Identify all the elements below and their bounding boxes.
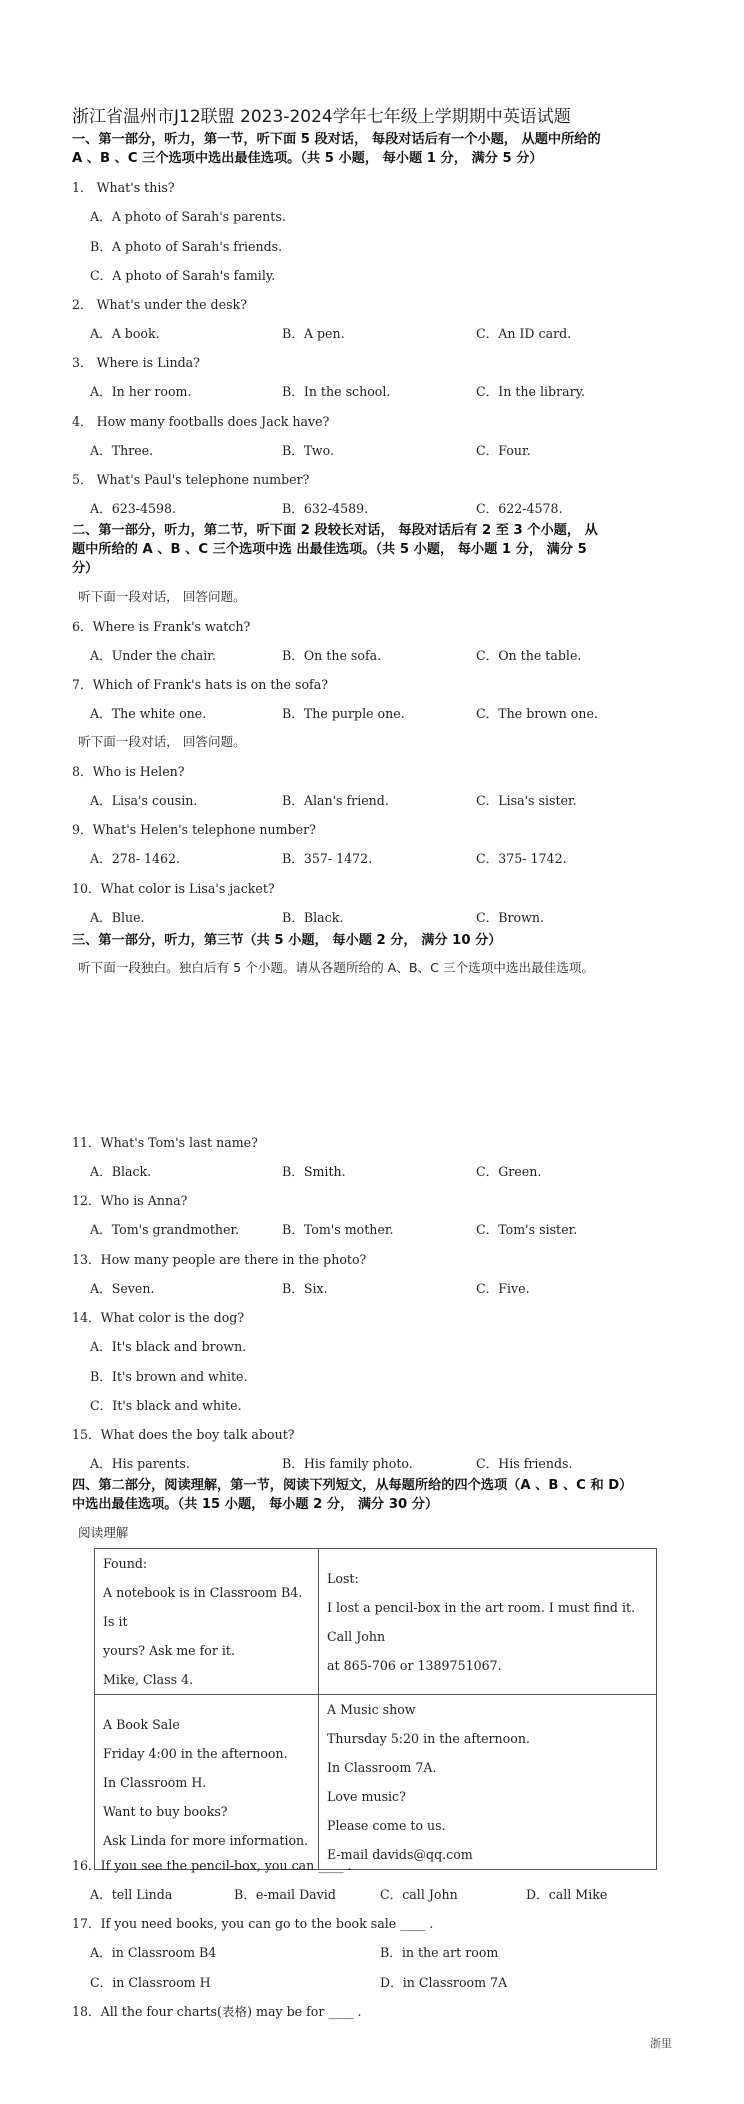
instruction: 听下面一段对话， 回答问题。 — [78, 734, 246, 749]
question-stem: 9．What's Helen's telephone number? — [72, 822, 316, 837]
option: B．In the school. — [282, 384, 391, 399]
option: A．His parents. — [90, 1456, 190, 1471]
book-sale-notice — [95, 1695, 319, 1870]
notice-line: at 865-706 or 1389751067. — [327, 1657, 502, 1673]
option: A．623-4598. — [90, 501, 177, 516]
option: C．In the library. — [476, 384, 586, 399]
option: B．Tom's mother. — [282, 1222, 394, 1237]
notice-line: Found: — [103, 1556, 148, 1571]
option: B．A pen. — [282, 326, 345, 341]
notice-line: A Music show — [327, 1702, 416, 1717]
question-stem: 17．If you need books, you can go to the book sale ____ . — [72, 1916, 434, 1931]
option: C．On the table. — [476, 648, 582, 663]
option: B．Smith. — [282, 1164, 346, 1179]
lost-notice — [319, 1549, 657, 1695]
option: C．375- 1742. — [476, 851, 567, 866]
question-stem: 1． What's this? — [72, 180, 175, 195]
option: B．e-mail David — [234, 1887, 336, 1902]
question-stem: 16．If you see the pencil-box, you can ____ . — [72, 1858, 352, 1873]
found-notice — [95, 1549, 319, 1695]
option: A．in Classroom B4 — [90, 1945, 217, 1960]
option: B．A photo of Sarah's friends. — [90, 239, 283, 254]
notice-line: E-mail davids@qq.com — [327, 1847, 473, 1862]
option: C．Five. — [476, 1281, 530, 1296]
option: A．tell Linda — [90, 1887, 173, 1902]
option: B．in the art room — [380, 1945, 499, 1960]
instruction: 阅读理解 — [78, 1525, 129, 1540]
option: A．A photo of Sarah's parents. — [90, 209, 286, 224]
question-stem: 5． What's Paul's telephone number? — [72, 472, 310, 487]
option: A．Black. — [90, 1164, 152, 1179]
option: C．His friends. — [476, 1456, 573, 1471]
question-stem: 12．Who is Anna? — [72, 1193, 188, 1208]
page-title: 浙江省温州市J12联盟 2023-2024学年七年级上学期期中英语试题 — [72, 107, 571, 127]
notice-line: yours? Ask me for it. — [103, 1643, 235, 1658]
option: C．Brown. — [476, 910, 544, 925]
option: C．in Classroom H — [90, 1975, 211, 1990]
notice-line: Ask Linda for more information. — [103, 1832, 309, 1848]
option: C．Four. — [476, 443, 531, 458]
option: A．It's black and brown. — [90, 1339, 247, 1354]
page-footer: 浙里 — [650, 2037, 672, 2050]
option: C．call John — [380, 1887, 458, 1902]
option: B．On the sofa. — [282, 648, 382, 663]
section-heading: 一、第一部分，听力，第一节，听下面 5 段对话， 每段对话后有一个小题， 从题中所给的 — [72, 132, 601, 147]
notice-line: Friday 4:00 in the afternoon. — [103, 1745, 288, 1761]
option: C．A photo of Sarah's family. — [90, 268, 276, 283]
option: D．call Mike — [526, 1887, 608, 1902]
option: A．Blue. — [90, 910, 145, 925]
music-show-notice — [319, 1695, 657, 1870]
section-heading: 二、第一部分，听力，第二节，听下面 2 段较长对话， 每段对话后有 2 至 3 个小题， 从 — [72, 523, 598, 538]
option: A．Lisa's cousin. — [90, 793, 198, 808]
option: B．Black. — [282, 910, 344, 925]
question-stem: 6．Where is Frank's watch? — [72, 619, 251, 634]
notice-line: Lost: — [327, 1570, 359, 1586]
section-heading: 三、第一部分，听力，第三节（共 5 小题， 每小题 2 分， 满分 10 分） — [72, 933, 502, 948]
section-heading: A 、B 、C 三个选项中选出最佳选项。（共 5 小题， 每小题 1 分， 满分 5 分） — [72, 151, 543, 166]
question-stem: 2． What's under the desk? — [72, 297, 247, 312]
question-stem: 11．What's Tom's last name? — [72, 1135, 258, 1150]
option: B．Alan's friend. — [282, 793, 389, 808]
option: A．The white one. — [90, 706, 207, 721]
reading-table — [94, 1548, 657, 1870]
notice-line: Please come to us. — [327, 1818, 446, 1833]
section-heading: 四、第二部分，阅读理解，第一节，阅读下列短文，从每题所给的四个选项（A 、B 、C 和 D） — [72, 1478, 633, 1493]
option: A．Under the chair. — [90, 648, 216, 663]
option: B．His family photo. — [282, 1456, 413, 1471]
question-stem: 3． Where is Linda? — [72, 355, 200, 370]
option: A．In her room. — [90, 384, 192, 399]
option: B．357- 1472. — [282, 851, 373, 866]
option: B．The purple one. — [282, 706, 405, 721]
question-stem: 10．What color is Lisa's jacket? — [72, 881, 275, 896]
notice-line: A Book Sale — [103, 1716, 180, 1732]
option: C．Green. — [476, 1164, 542, 1179]
option: C．It's black and white. — [90, 1398, 242, 1413]
notice-line: Want to buy books? — [103, 1803, 228, 1819]
notice-line: A notebook is in Classroom B4. Is it — [103, 1585, 303, 1629]
section-heading: 题中所给的 A 、B 、C 三个选项中选 出最佳选项。（共 5 小题， 每小题 1 分， 满分 5 — [72, 542, 587, 557]
notice-line: In Classroom H. — [103, 1774, 207, 1790]
question-stem: 7．Which of Frank's hats is on the sofa? — [72, 677, 328, 692]
question-stem: 18．All the four charts(表格) may be for ____ . — [72, 2004, 362, 2019]
question-stem: 15．What does the boy talk about? — [72, 1427, 295, 1442]
option: C．622-4578. — [476, 501, 563, 516]
section-heading: 中选出最佳选项。（共 15 小题， 每小题 2 分， 满分 30 分） — [72, 1497, 439, 1512]
notice-line: Thursday 5:20 in the afternoon. — [327, 1731, 530, 1746]
option: C．The brown one. — [476, 706, 598, 721]
notice-line: I lost a pencil-box in the art room. I must find it. Call John — [327, 1599, 636, 1644]
question-stem: 13．How many people are there in the photo? — [72, 1252, 367, 1267]
section-heading: 分） — [72, 561, 99, 576]
option: A．Three. — [90, 443, 154, 458]
option: B．Six. — [282, 1281, 328, 1296]
option: D．in Classroom 7A — [380, 1975, 508, 1990]
question-stem: 4． How many footballs does Jack have? — [72, 414, 330, 429]
option: A．278- 1462. — [90, 851, 181, 866]
option: A．A book. — [90, 326, 160, 341]
option: B．Two. — [282, 443, 334, 458]
option: A．Seven. — [90, 1281, 155, 1296]
instruction: 听下面一段独白。独白后有 5 个小题。请从各题所给的 A、B、C 三个选项中选出最佳选项。 — [78, 960, 595, 975]
notice-line: In Classroom 7A. — [327, 1760, 437, 1775]
question-stem: 8．Who is Helen? — [72, 764, 185, 779]
option: B．632-4589. — [282, 501, 369, 516]
option: C．An ID card. — [476, 326, 572, 341]
notice-line: Mike, Class 4. — [103, 1672, 194, 1687]
question-stem: 14．What color is the dog? — [72, 1310, 245, 1325]
option: B．It's brown and white. — [90, 1369, 248, 1384]
instruction: 听下面一段对话， 回答问题。 — [78, 589, 246, 604]
option: C．Tom's sister. — [476, 1222, 578, 1237]
notice-line: Love music? — [327, 1789, 406, 1804]
option: C．Lisa's sister. — [476, 793, 577, 808]
option: A．Tom's grandmother. — [90, 1222, 240, 1237]
